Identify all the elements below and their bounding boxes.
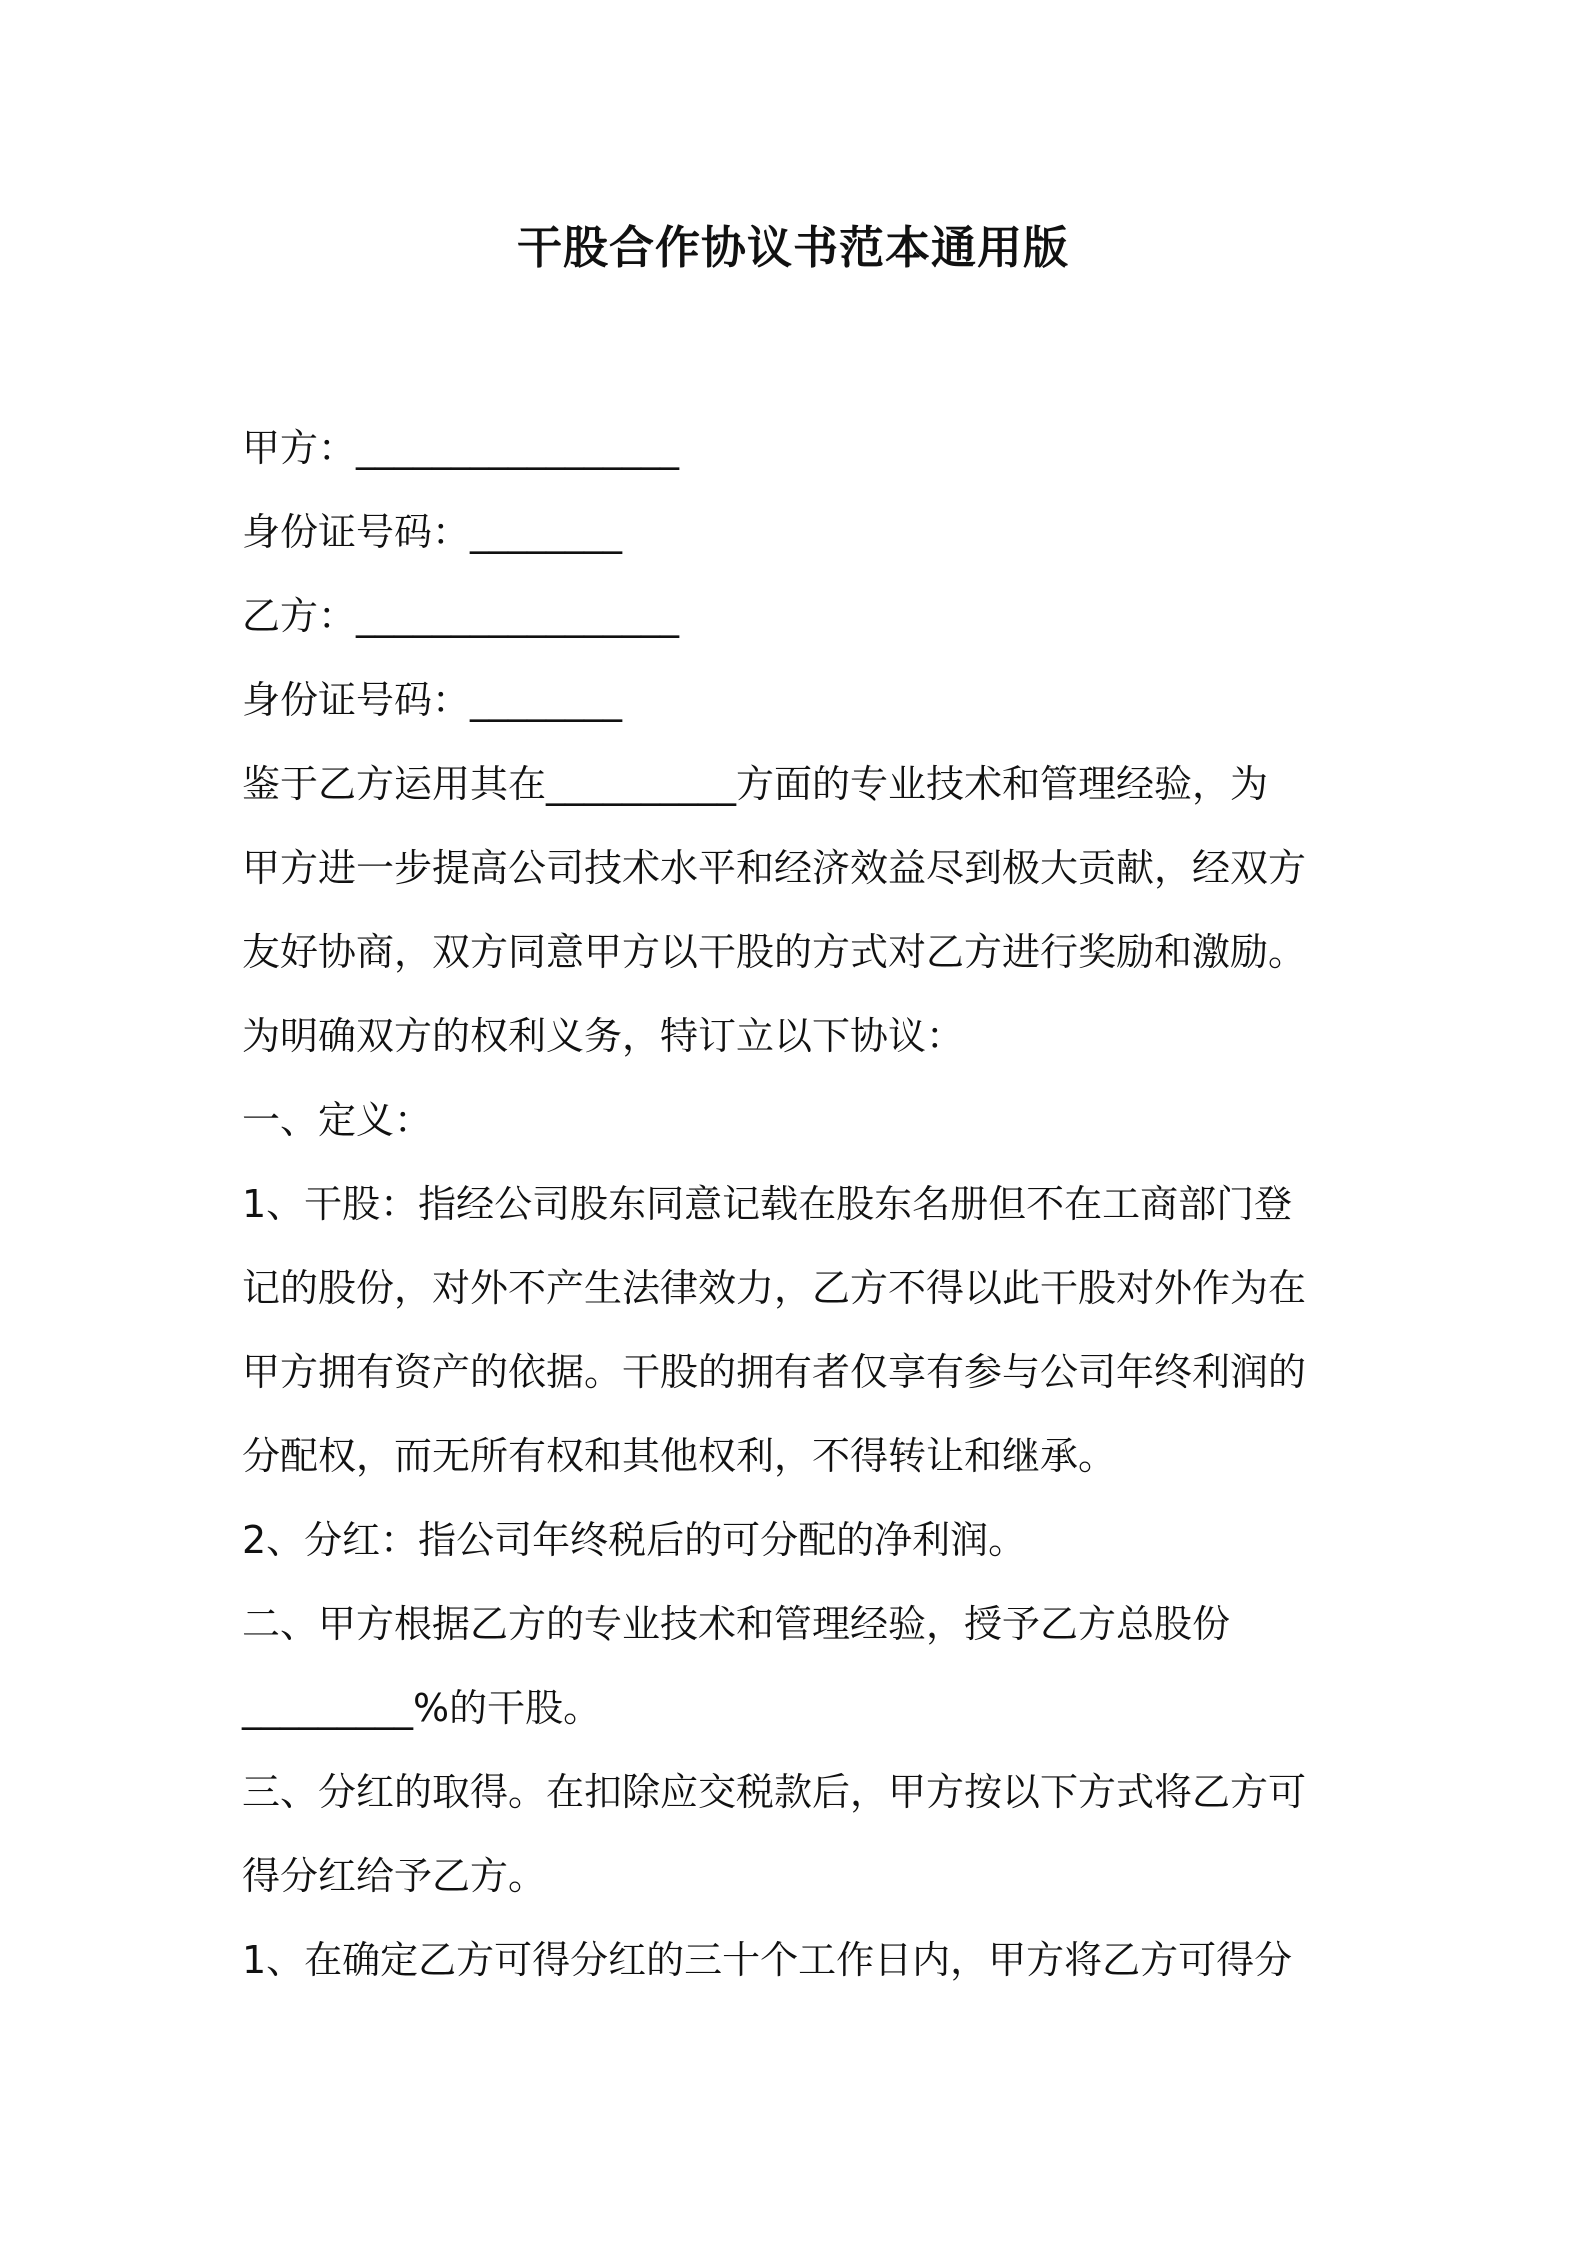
party-b-id-line [242, 658, 1356, 742]
party-b-id-text: 身份证号码：________ [242, 678, 623, 722]
document-body [242, 406, 1356, 2002]
party-a-line [242, 406, 1356, 490]
preamble-line-1 [242, 742, 1356, 826]
paragraph-text: 三、分红的取得。在扣除应交税款后，甲方按以下方式将乙方可 [242, 1770, 1307, 1814]
section-3-item-1-line-1 [242, 1918, 1356, 2002]
paragraph-text: 二、甲方根据乙方的专业技术和管理经验，授予乙方总股份 [242, 1602, 1231, 1646]
section-2-line-1 [242, 1582, 1356, 1666]
definition-2-line-1 [242, 1498, 1356, 1582]
paragraph-text: 得分红给予乙方。 [242, 1854, 547, 1898]
preamble-line-2 [242, 826, 1356, 910]
paragraph-text: 2、分红：指公司年终税后的可分配的净利润。 [242, 1518, 1027, 1562]
definition-1-line-2 [242, 1246, 1356, 1330]
section-2-line-2 [242, 1666, 1356, 1750]
paragraph-text: 鉴于乙方运用其在__________方面的专业技术和管理经验，为 [242, 762, 1269, 806]
preamble-line-4 [242, 994, 1356, 1078]
party-a-id-text: 身份证号码：________ [242, 510, 623, 554]
section-heading-definitions [242, 1078, 1356, 1162]
party-a-id-line [242, 490, 1356, 574]
section-heading: 一、定义： [242, 1098, 433, 1142]
party-b-line [242, 574, 1356, 658]
party-b-text: 乙方：_________________ [242, 594, 680, 638]
definition-1-line-1 [242, 1162, 1356, 1246]
definition-1-line-3 [242, 1330, 1356, 1414]
party-a-text: 甲方：_________________ [242, 426, 680, 470]
paragraph-text: 记的股份，对外不产生法律效力，乙方不得以此干股对外作为在 [242, 1266, 1307, 1310]
paragraph-text: 1、干股：指经公司股东同意记载在股东名册但不在工商部门登 [242, 1182, 1293, 1226]
paragraph-text: 友好协商，双方同意甲方以干股的方式对乙方进行奖励和激励。 [242, 930, 1307, 974]
paragraph-text: 甲方进一步提高公司技术水平和经济效益尽到极大贡献，经双方 [242, 846, 1307, 890]
paragraph-text: 为明确双方的权利义务，特订立以下协议： [242, 1014, 965, 1058]
document-title: 干股合作协议书范本通用版 [516, 221, 1069, 274]
section-3-line-2 [242, 1834, 1356, 1918]
paragraph-text: _________%的干股。 [242, 1686, 602, 1730]
paragraph-text: 甲方拥有资产的依据。干股的拥有者仅享有参与公司年终利润的 [242, 1350, 1307, 1394]
section-3-line-1 [242, 1750, 1356, 1834]
paragraph-text: 1、在确定乙方可得分红的三十个工作日内，甲方将乙方可得分 [242, 1938, 1293, 1982]
definition-1-line-4 [242, 1414, 1356, 1498]
preamble-line-3 [242, 910, 1356, 994]
paragraph-text: 分配权，而无所有权和其他权利，不得转让和继承。 [242, 1434, 1117, 1478]
